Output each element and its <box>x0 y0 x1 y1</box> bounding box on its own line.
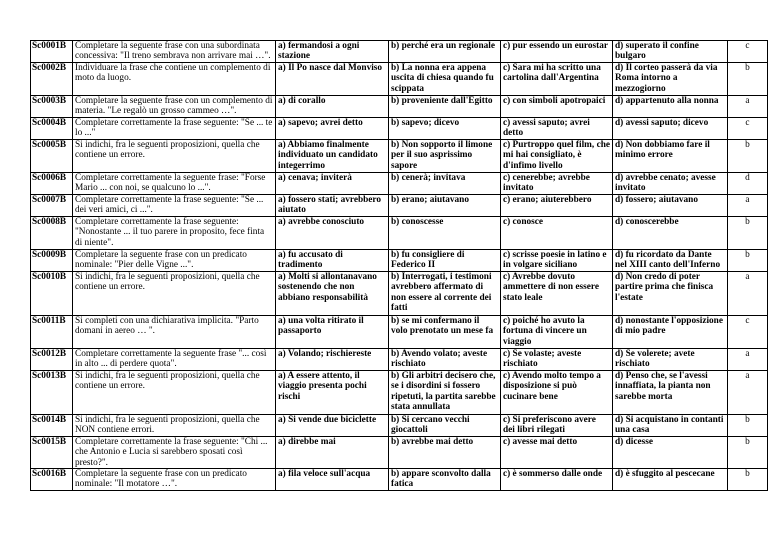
correct-answer: d <box>728 173 768 195</box>
option-c: c) avessi saputo; avrei detto <box>501 118 613 140</box>
option-d: d) dicesse <box>613 437 728 469</box>
question-text: Si indichi, fra le seguenti proposizioni, quella che contiene un errore. <box>73 272 276 316</box>
question-text: Completare la seguente frase con una subordinata concessiva: "Il treno sembrava non arrivare mai …". <box>73 41 276 63</box>
question-id: Sc0002B <box>31 63 73 96</box>
option-a: a) Si vende due biciclette <box>276 415 389 437</box>
question-id: Sc0013B <box>31 371 73 415</box>
option-b: b) erano; aiutavano <box>389 195 501 217</box>
option-d: d) fu ricordato da Dante nel XIII canto dell'Inferno <box>613 250 728 272</box>
option-d: d) avessi saputo; dicevo <box>613 118 728 140</box>
table-row <box>31 272 768 316</box>
question-id: Sc0012B <box>31 349 73 371</box>
option-a: a) di corallo <box>276 96 389 118</box>
quiz-table <box>30 40 768 491</box>
option-b: b) se mi confermano il volo prenotato un mese fa <box>389 316 501 349</box>
option-a: a) fu accusato di tradimento <box>276 250 389 272</box>
correct-answer: a <box>728 195 768 217</box>
option-c: c) Si preferiscono avere dei libri rilegati <box>501 415 613 437</box>
option-c: c) pur essendo un eurostar <box>501 41 613 63</box>
option-c: c) con simboli apotropaici <box>501 96 613 118</box>
option-c: c) erano; aiuterebbero <box>501 195 613 217</box>
option-a: a) fila veloce sull'acqua <box>276 468 389 490</box>
question-id: Sc0001B <box>31 41 73 63</box>
option-a: a) Molti si allontanavano sostenendo che non abbiano responsabilità <box>276 272 389 316</box>
question-text: Individuare la frase che contiene un complemento di moto da luogo. <box>73 63 276 96</box>
question-text: Completare la seguente frase con un complemento di materia. "Le regalò un grosso cammeo …". <box>73 96 276 118</box>
option-d: d) è sfuggito al pescecane <box>613 468 728 490</box>
option-a: a) avrebbe conosciuto <box>276 217 389 250</box>
option-d: d) fossero; aiutavano <box>613 195 728 217</box>
table-row <box>31 468 768 490</box>
question-text: Completare correttamente la frase seguente: "Nonostante ... il tuo parere in proposito, fece finta di niente". <box>73 217 276 250</box>
option-b: b) proveniente dall'Egitto <box>389 96 501 118</box>
table-row <box>31 41 768 63</box>
option-d: d) superato il confine bulgaro <box>613 41 728 63</box>
question-text: Completare correttamente la frase seguente: "Chi ... che Antonio e Lucia si sarebbero sposati così presto?". <box>73 437 276 469</box>
question-id: Sc0016B <box>31 468 73 490</box>
table-row <box>31 96 768 118</box>
table-row <box>31 371 768 415</box>
question-text: Completare la seguente frase con un predicato nominale: "Pier delle Vigne ...". <box>73 250 276 272</box>
question-id: Sc0009B <box>31 250 73 272</box>
option-b: b) appare sconvolto dalla fatica <box>389 468 501 490</box>
question-id: Sc0003B <box>31 96 73 118</box>
question-id: Sc0005B <box>31 140 73 173</box>
question-id: Sc0011B <box>31 316 73 349</box>
option-b: b) Non sopporto il limone per il suo asprissimo sapore <box>389 140 501 173</box>
option-d: d) nonostante l'opposizione di mio padre <box>613 316 728 349</box>
option-a: a) Volando; rischiereste <box>276 349 389 371</box>
table-row <box>31 63 768 96</box>
question-text: Completare correttamente la frase seguente: "Se ... te lo ..." <box>73 118 276 140</box>
correct-answer: b <box>728 250 768 272</box>
question-text: Si indichi, fra le seguenti proposizioni, quella che contiene un errore. <box>73 371 276 415</box>
option-c: c) Sara mi ha scritto una cartolina dall'Argentina <box>501 63 613 96</box>
table-row <box>31 118 768 140</box>
option-a: a) Abbiamo finalmente individuato un candidato integerrimo <box>276 140 389 173</box>
table-row <box>31 195 768 217</box>
option-d: d) Il corteo passerà da via Roma intorno a mezzogiorno <box>613 63 728 96</box>
option-d: d) Non dobbiamo fare il minimo errore <box>613 140 728 173</box>
option-a: a) fossero stati; avrebbero aiutato <box>276 195 389 217</box>
correct-answer: b <box>728 415 768 437</box>
option-a: a) Il Po nasce dal Monviso <box>276 63 389 96</box>
option-c: c) conosce <box>501 217 613 250</box>
option-a: a) sapevo; avrei detto <box>276 118 389 140</box>
option-d: d) conoscerebbe <box>613 217 728 250</box>
option-d: d) Non credo di poter partire prima che finisca l'estate <box>613 272 728 316</box>
correct-answer: b <box>728 63 768 96</box>
option-c: c) cenerebbe; avrebbe invitato <box>501 173 613 195</box>
question-id: Sc0006B <box>31 173 73 195</box>
table-row <box>31 415 768 437</box>
question-id: Sc0015B <box>31 437 73 469</box>
correct-answer: b <box>728 140 768 173</box>
option-d: d) Penso che, se l'avessi innaffiata, la pianta non sarebbe morta <box>613 371 728 415</box>
option-d: d) Si acquistano in contanti una casa <box>613 415 728 437</box>
option-b: b) fu consigliere di Federico II <box>389 250 501 272</box>
option-b: b) La nonna era appena uscita di chiesa quando fu scippata <box>389 63 501 96</box>
correct-answer: a <box>728 349 768 371</box>
option-b: b) Interrogati, i testimoni avrebbero affermato di non essere al corrente dei fatti <box>389 272 501 316</box>
correct-answer: a <box>728 272 768 316</box>
option-d: d) appartenuto alla nonna <box>613 96 728 118</box>
correct-answer: b <box>728 217 768 250</box>
correct-answer: c <box>728 316 768 349</box>
option-a: a) fermandosi a ogni stazione <box>276 41 389 63</box>
question-text: Completare la seguente frase con un predicato nominale: "Il motatore …". <box>73 468 276 490</box>
option-b: b) conoscesse <box>389 217 501 250</box>
option-c: c) Purtroppo quel film, che mi hai consigliato, è d'infimo livello <box>501 140 613 173</box>
option-a: a) direbbe mai <box>276 437 389 469</box>
option-c: c) è sommerso dalle onde <box>501 468 613 490</box>
quiz-rows <box>31 41 768 491</box>
question-text: Si completi con una dichiarativa implicita. "Parto domani in aereo … ". <box>73 316 276 349</box>
question-text: Si indichi, fra le seguenti proposizioni, quella che NON contiene errori. <box>73 415 276 437</box>
table-row <box>31 250 768 272</box>
option-b: b) Avendo volato; aveste rischiato <box>389 349 501 371</box>
option-b: b) sapevo; dicevo <box>389 118 501 140</box>
option-c: c) scrisse poesie in latino e in volgare siciliano <box>501 250 613 272</box>
question-text: Si indichi, fra le seguenti proposizioni, quella che contiene un errore. <box>73 140 276 173</box>
table-row <box>31 316 768 349</box>
question-id: Sc0014B <box>31 415 73 437</box>
correct-answer: c <box>728 118 768 140</box>
correct-answer: b <box>728 437 768 469</box>
correct-answer: c <box>728 41 768 63</box>
table-row <box>31 437 768 469</box>
option-b: b) Gli arbitri decisero che, se i disordini si fossero ripetuti, la partita sarebbe stata annullata <box>389 371 501 415</box>
table-row <box>31 173 768 195</box>
question-id: Sc0010B <box>31 272 73 316</box>
table-row <box>31 349 768 371</box>
correct-answer: a <box>728 96 768 118</box>
option-a: a) cenava; inviterà <box>276 173 389 195</box>
option-b: b) avrebbe mai detto <box>389 437 501 469</box>
option-c: c) poiché ho avuto la fortuna di vincere un viaggio <box>501 316 613 349</box>
question-id: Sc0004B <box>31 118 73 140</box>
option-c: c) Avrebbe dovuto ammettere di non essere stato leale <box>501 272 613 316</box>
option-b: b) perché era un regionale <box>389 41 501 63</box>
option-c: c) avesse mai detto <box>501 437 613 469</box>
question-id: Sc0008B <box>31 217 73 250</box>
question-text: Completare correttamente la seguente frase "... così in alto ... di perdere quota". <box>73 349 276 371</box>
quiz-sheet <box>30 40 768 491</box>
correct-answer: a <box>728 371 768 415</box>
option-a: a) A essere attento, il viaggio presenta pochi rischi <box>276 371 389 415</box>
question-text: Completare correttamente la frase seguente: "Se ... dei veri amici, ci ...". <box>73 195 276 217</box>
option-d: d) avrebbe cenato; avesse invitato <box>613 173 728 195</box>
table-row <box>31 140 768 173</box>
option-c: c) Se volaste; aveste rischiato <box>501 349 613 371</box>
table-row <box>31 217 768 250</box>
correct-answer: b <box>728 468 768 490</box>
question-text: Completare correttamente la seguente frase: "Forse Mario ... con noi, se qualcuno lo ...". <box>73 173 276 195</box>
option-a: a) una volta ritirato il passaporto <box>276 316 389 349</box>
option-d: d) Se volerete; avete rischiato <box>613 349 728 371</box>
option-c: c) Avendo molto tempo a disposizione si può cucinare bene <box>501 371 613 415</box>
question-id: Sc0007B <box>31 195 73 217</box>
option-b: b) cenerà; invitava <box>389 173 501 195</box>
option-b: b) Si cercano vecchi giocattoli <box>389 415 501 437</box>
